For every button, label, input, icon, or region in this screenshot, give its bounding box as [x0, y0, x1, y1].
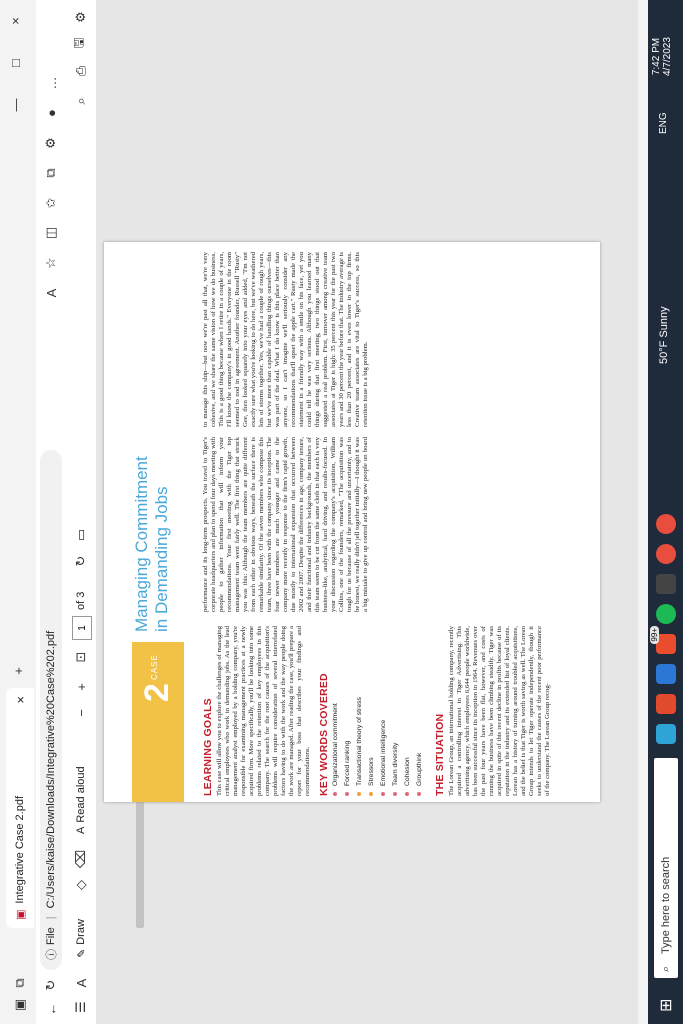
url-text: C:/Users/kaise/Downloads/Integrative%20Case%202.pdf — [45, 630, 57, 909]
new-tab-button[interactable]: + — [10, 667, 26, 675]
case-number: 2 — [138, 683, 176, 702]
page-view-icon[interactable]: ▭ — [73, 528, 88, 542]
bullet-icon — [417, 792, 421, 796]
key-words-list — [330, 626, 426, 796]
info-icon: ⓘ — [46, 949, 58, 960]
rotate-icon[interactable]: ↻ — [73, 555, 88, 567]
tab-pdf[interactable] — [6, 688, 34, 928]
windows-start-icon[interactable]: ⊞ — [658, 998, 675, 1012]
main-text: performance and its long-term prospects. You travel to Tiger's corporate headquarters and plan to spend four days meeting with people to gather information that will inform your recommendations. Your first meeting with the Tiger top management team went fairly well. The first thing that struck you was this: Although the team members are quite different from each other in obvious ways, beneath the surface there is remarkable similarity. Of the seven members who compose this team, three have been with the company since its inception. The four newer members are much younger and came to the company more recently in response to the firm's rapid growth, due mostly to international expansion that occurred between 2002 and 2007. Despite the differences in age, company tenure, and their functional and industry backgrounds, the members of this team seem to be cut from the same cloth in that each is very business-like, analytical, hard driving, and results-focused. In your discussion regarding the company's acquisition, William Collins, one of the founders, remarked, "The acquisition was tough for us because of all the pressure and uncertainty, and to be honest, we really didn't jell together initially—I thought it was a big mistake to give up control and bring new people on board to manage this ship—but now we're past all that, we're very cohesive, and we share the same vision of how we do business. This is a good thing because when I retire in a couple of years, I'll know the company's in good hands." Everyone in the room seemed to nod in agreement. Another founder, Russell "Rusty" Gee, then looked squarely into your eyes and added, "I'm not exactly sure what you're looking to do here, but we've weathered lots of storms together. Yes, we've had a couple of rough years, but we've more than capable of handling things ourselves—this was part of the deal. What I do know is this place better than anyone, so I can't imagine we'll seriously consider any recommendations that'll upset the apple cart." Rusty made the statement in a friendly way with a smile on his face, yet you could tell he was very serious. Although you learned many things during that first meeting, two things stood out that suggested a real problem. First, turnover among creative team associates at Tiger is high: 35 percent this year for the past two years and 30 percent the year before that. The industry average is less than 20 percent, and it is even lower in the top firms. Creative team associates are vital to Tiger's success, so this retention issue is a big problem. — [202, 252, 369, 612]
refresh-icon[interactable]: ↻ — [43, 979, 58, 991]
bullet-icon — [405, 792, 409, 796]
key-word-item: Forced ranking — [342, 626, 354, 796]
tab-list-icon[interactable]: ⧉ — [12, 978, 27, 988]
zoom-in-button[interactable]: + — [73, 683, 89, 691]
bullet-icon — [333, 792, 337, 796]
close-window-button[interactable]: × — [7, 17, 23, 25]
address-bar-row — [36, 0, 67, 1024]
key-words-heading: KEY WORDS COVERED — [318, 673, 330, 796]
tab-title: Integrative Case 2.pdf — [14, 795, 26, 904]
situation-text: The Lorean Group, an international holding company, recently acquired a controlling interest in Tiger Advertising. This advertising agency, which employees 6,644 people worldwide, has been successful since its inception in 1964. Revenues over the past four years have been flat, however, and costs of running the business have been climbing steadily. Tiger was acquired in spite of this recent decline in profits because of its reputation in the industry and its extended list of loyal clients. Lorean has a history of turning around troubled acquisitions, and the belief is that Tiger is worth saving as well. The Lorean Group intends to let Tiger operate independently, though it seeks to understand the causes of the recent poor performance of the company. The Lorean Group recog- — [448, 626, 551, 796]
page-title: Managing Commitment in Demanding Jobs — [132, 456, 171, 632]
erase-icon[interactable]: ⌫ — [73, 849, 88, 869]
file-explorer-icon[interactable] — [656, 694, 676, 714]
search-glass-icon: ⌕ — [659, 965, 672, 972]
workspaces-icon[interactable]: ▣ — [12, 998, 27, 1012]
zoom-out-button[interactable]: − — [73, 709, 89, 717]
right-columns — [202, 252, 592, 612]
tab-close-icon[interactable]: × — [12, 696, 28, 704]
settings-app-icon[interactable] — [656, 574, 676, 594]
learning-goals-text: This case will allow you to explore the challenges of managing critical employees who work in demanding jobs. As the lead management analyst employed by a holding company, you're responsible for examining management practices at a newly acquired firm. More specifically, you'll be looking into some problems related to the retention of key employees in this company. The search for the root causes of the acquisition's problems will require consideration of several interrelated factors having to do with the work and the way people doing the work are managed. After reading the case, you'll prepare a report for your boss that describes your findings and recommendations. — [216, 626, 311, 796]
badge: 99+ — [650, 628, 659, 642]
key-word-item: Emotional intelligence — [378, 626, 390, 796]
text-icon[interactable]: A — [73, 978, 89, 988]
situation-section — [434, 626, 552, 796]
pdf-icon: ▣ — [14, 909, 27, 920]
taskbar — [648, 0, 683, 1024]
pdf-page — [104, 242, 600, 802]
edge-icon[interactable] — [656, 664, 676, 684]
search-icon[interactable]: ⌕ — [73, 97, 88, 105]
bullet-icon — [393, 792, 397, 796]
back-icon[interactable]: ← — [43, 1002, 59, 1016]
mail-icon[interactable] — [650, 628, 676, 654]
collections-icon[interactable]: ⧉ — [43, 168, 58, 178]
key-word-item: Groupthink — [414, 626, 426, 796]
key-word-item: Organizational commitment — [330, 626, 342, 796]
bullet-icon — [345, 792, 349, 796]
address-bar[interactable]: ⓘ File | C:/Users/kaise/Downloads/Integrative%20Case%202.pdf — [40, 450, 62, 970]
page-total: of 3 — [75, 591, 87, 610]
profile-icon[interactable]: ● — [43, 109, 59, 117]
left-column — [202, 626, 426, 796]
read-aloud-icon: A — [75, 826, 87, 834]
read-mode-icon[interactable]: A — [43, 288, 59, 298]
bullet-icon — [369, 792, 373, 796]
contents-icon[interactable]: ☰ — [73, 1001, 88, 1013]
situation-heading: THE SITUATION — [434, 713, 446, 796]
more-icon[interactable]: … — [43, 76, 59, 90]
maximize-button[interactable]: □ — [7, 59, 23, 67]
spotify-icon[interactable] — [656, 604, 676, 624]
save-icon[interactable]: 🖫 — [71, 37, 86, 49]
widgets-icon[interactable] — [656, 724, 676, 744]
key-word-item: Stressors — [366, 626, 378, 796]
key-word-item: Team diversity — [390, 626, 402, 796]
extensions-icon[interactable]: ⚙ — [43, 137, 58, 149]
language-indicator[interactable]: ENG — [658, 112, 669, 134]
pdf-toolbar — [66, 0, 97, 1024]
case-label: CASE — [150, 654, 159, 680]
taskbar-search[interactable]: ⌕ Type here to search — [654, 758, 678, 978]
tab-actions — [6, 934, 34, 1024]
learning-goals-heading: LEARNING GOALS — [202, 698, 214, 796]
minimize-button[interactable]: — — [7, 98, 23, 112]
weather-text[interactable]: 50°F Sunny — [658, 306, 670, 364]
settings-icon[interactable]: ⚙ — [73, 11, 88, 23]
draw-icon: ✎ — [75, 948, 88, 958]
tab-strip — [0, 0, 36, 1024]
clock[interactable]: 7:42 PM 4/7/2023 — [651, 37, 673, 76]
bullet-icon — [357, 792, 361, 796]
favorites-icon[interactable]: ✩ — [43, 197, 58, 209]
split-screen-icon[interactable]: ◫ — [43, 226, 58, 240]
bullet-icon — [381, 792, 385, 796]
scheme-label: File — [45, 927, 57, 945]
page-number-input[interactable]: 1 — [72, 616, 92, 640]
read-aloud-button[interactable]: A Read aloud — [75, 766, 87, 834]
chrome-profile-icon[interactable] — [656, 514, 676, 534]
chrome-icon[interactable] — [656, 544, 676, 564]
draw-button[interactable]: ✎ Draw — [75, 919, 88, 958]
highlight-icon[interactable]: ◇ — [73, 880, 88, 890]
print-icon[interactable]: ⎙ — [73, 65, 88, 77]
key-word-item: Cohesion — [402, 626, 414, 796]
fit-page-icon[interactable]: ⊡ — [73, 651, 88, 663]
favorite-icon[interactable]: ☆ — [43, 257, 58, 269]
key-word-item: Transactional theory of stress — [354, 626, 366, 796]
case-banner — [132, 642, 184, 802]
